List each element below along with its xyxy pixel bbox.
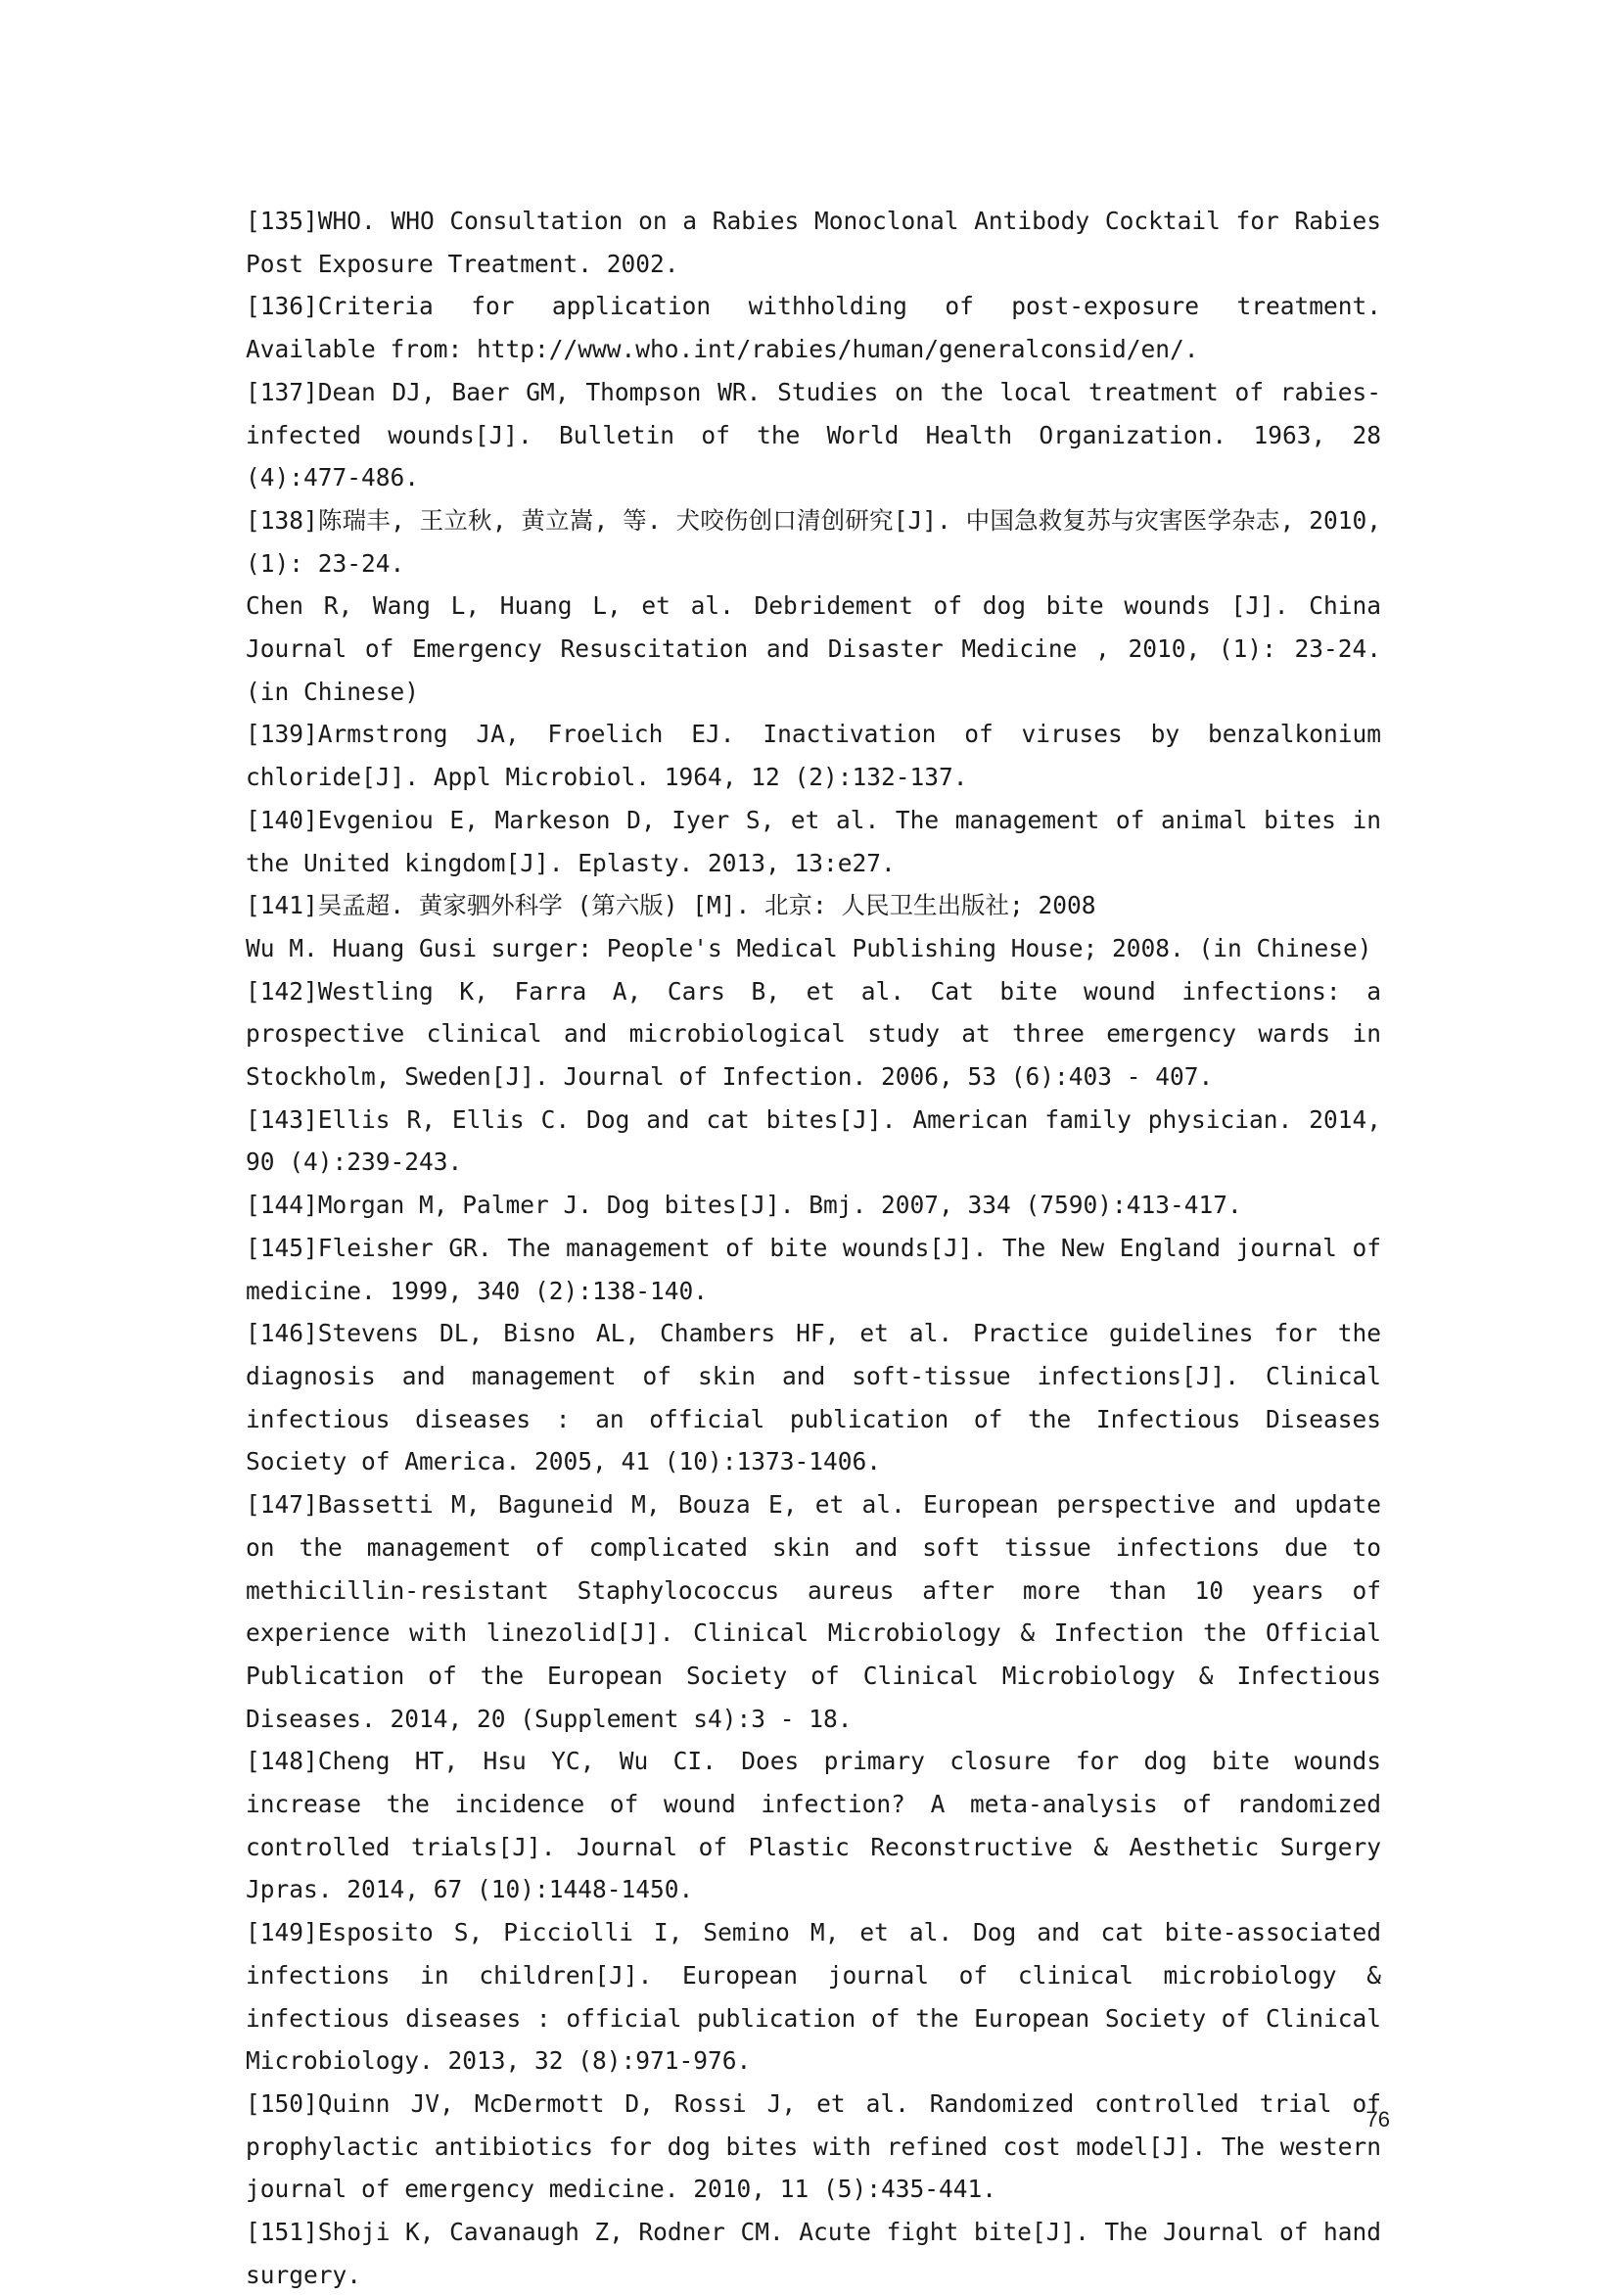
reference-item: [151]Shoji K, Cavanaugh Z, Rodner CM. Acute fight bite[J]. The Journal of hand surgery. — [246, 2218, 1381, 2289]
reference-item: [149]Esposito S, Picciolli I, Semino M, et al. Dog and cat bite-associated infections in children[J]. European journal of clinical microbiology & infectious diseases : official publication of the European Society of Clinical Microbiology. 2013, 32 (8):971-976. — [246, 1918, 1381, 2076]
reference-item: [142]Westling K, Farra A, Cars B, et al. Cat bite wound infections: a prospective clinical and microbiological study at three emergency wards in Stockholm, Sweden[J]. Journal of Infection. 2006, 53 (6):403 - 407. — [246, 976, 1381, 1092]
reference-item: [135]WHO. WHO Consultation on a Rabies Monoclonal Antibody Cocktail for Rabies Post Exposure Treatment. 2002. — [246, 207, 1381, 278]
reference-item: [136]Criteria for application withholding of post-exposure treatment. Available from: http://www.who.int/rabies/human/generalconsid/en/. — [246, 292, 1381, 364]
reference-list — [246, 200, 1381, 2296]
reference-item: [147]Bassetti M, Baguneid M, Bouza E, et al. European perspective and update on the management of complicated skin and soft tissue infections due to methicillin-resistant Staphylococcus aureus after more than 10 years of experience with linezolid[J]. Clinical Microbiology & Infection the Official Publication of the European Society of Clinical Microbiology & Infectious Diseases. 2014, 20 (Supplement s4):3 - 18. — [246, 1490, 1381, 1733]
reference-item: [139]Armstrong JA, Froelich EJ. Inactivation of viruses by benzalkonium chloride[J]. Appl Microbiol. 1964, 12 (2):132-137. — [246, 720, 1381, 792]
reference-item: [145]Fleisher GR. The management of bite wounds[J]. The New England journal of medicine. 1999, 340 (2):138-140. — [246, 1233, 1381, 1305]
reference-item: [144]Morgan M, Palmer J. Dog bites[J]. Bmj. 2007, 334 (7590):413-417. — [246, 1191, 1242, 1220]
reference-item: [140]Evgeniou E, Markeson D, Iyer S, et al. The management of animal bites in the United kingdom[J]. Eplasty. 2013, 13:e27. — [246, 805, 1381, 877]
reference-item: [137]Dean DJ, Baer GM, Thompson WR. Studies on the local treatment of rabies-infected wounds[J]. Bulletin of the World Health Organization. 1963, 28 (4):477-486. — [246, 377, 1381, 492]
reference-item: [141]吴孟超. 黄家驷外科学 (第六版) [M]. 北京: 人民卫生出版社; 2008 — [246, 891, 1096, 920]
reference-item: [150]Quinn JV, McDermott D, Rossi J, et al. Randomized controlled trial of prophylactic antibiotics for dog bites with refined cost model[J]. The western journal of emergency medicine. 2010, 11 (5):435-441. — [246, 2088, 1381, 2204]
reference-item: [143]Ellis R, Ellis C. Dog and cat bites[J]. American family physician. 2014, 90 (4):239-243. — [246, 1104, 1381, 1177]
page-number: 76 — [1365, 2107, 1390, 2132]
reference-item-translation: Chen R, Wang L, Huang L, et al. Debridement of dog bite wounds [J]. China Journal of Emergency Resuscitation and Disaster Medicine , 2010, (1): 23-24. (in Chinese) — [246, 591, 1381, 706]
reference-item: [146]Stevens DL, Bisno AL, Chambers HF, et al. Practice guidelines for the diagnosis and management of skin and soft-tissue infections[J]. Clinical infectious diseases : an official publication of the Infectious Diseases Society of America. 2005, 41 (10):1373-1406. — [246, 1319, 1381, 1476]
reference-item: [138]陈瑞丰, 王立秋, 黄立嵩, 等. 犬咬伤创口清创研究[J]. 中国急救复苏与灾害医学杂志, 2010, (1): 23-24. — [246, 505, 1381, 578]
reference-item-translation: Wu M. Huang Gusi surger: People's Medical Publishing House; 2008. (in Chinese) — [246, 933, 1372, 962]
reference-item: [148]Cheng HT, Hsu YC, Wu CI. Does primary closure for dog bite wounds increase the incidence of wound infection? A meta-analysis of randomized controlled trials[J]. Journal of Plastic Reconstructive & Aesthetic Surgery Jpras. 2014, 67 (10):1448-1450. — [246, 1747, 1381, 1904]
